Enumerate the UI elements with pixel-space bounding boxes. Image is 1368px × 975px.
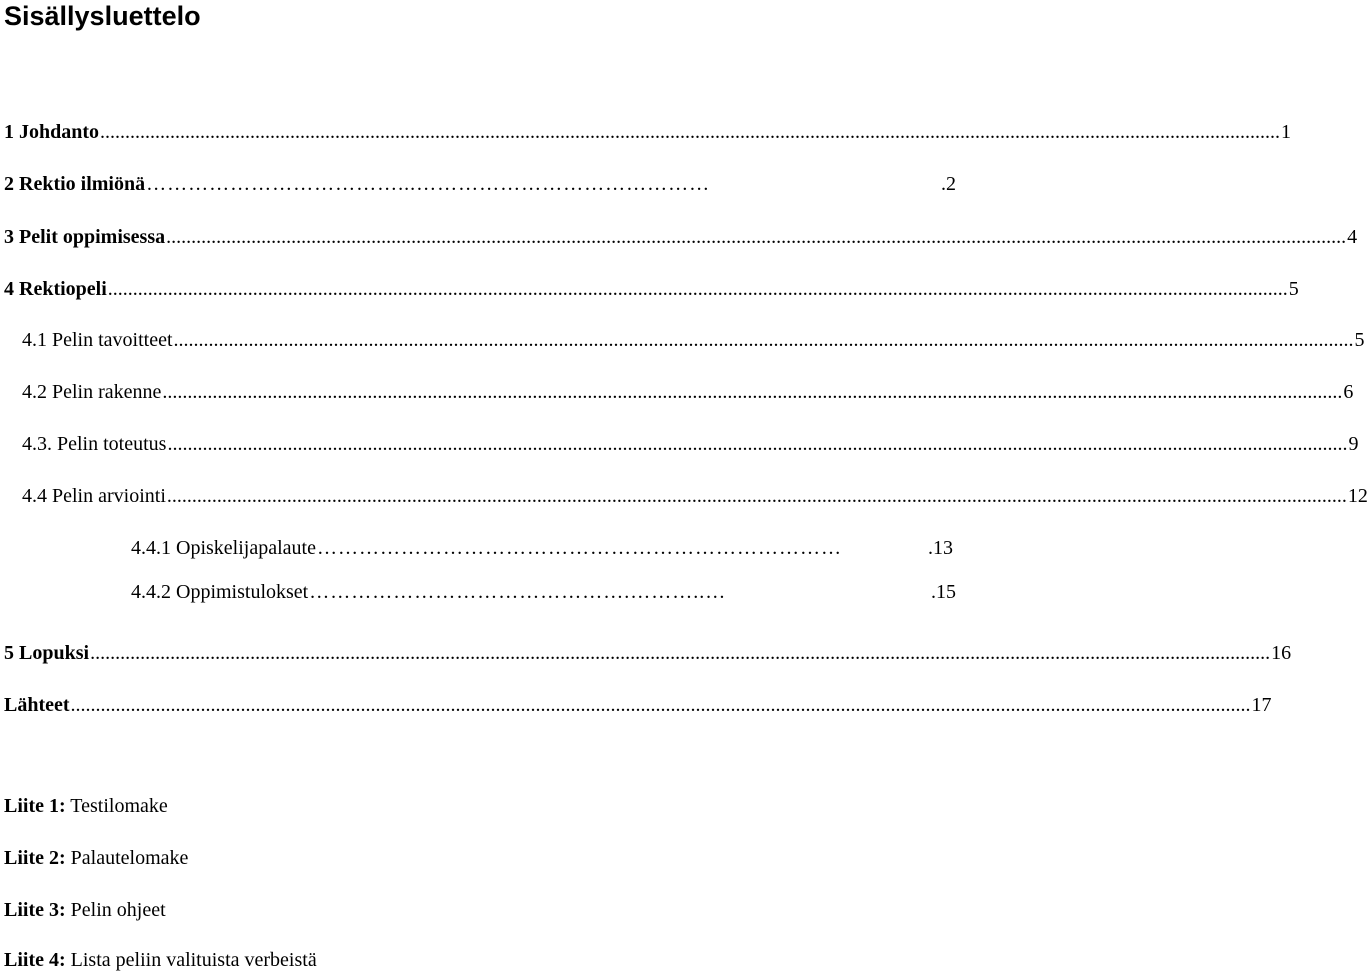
appendix-3: [4, 898, 166, 922]
toc-entry-label: 4.4 Pelin arviointi: [22, 485, 166, 507]
toc-leader: ……………………………………….………..…: [309, 581, 727, 603]
toc-entry-johdanto: [4, 120, 1292, 144]
toc-entry-label: 4 Rektiopeli: [4, 278, 107, 300]
toc-leader: ............................................................................................................................................................................................................................................: [107, 278, 1288, 300]
toc-entry-pelin-tavoitteet: [22, 328, 1365, 352]
toc-leader: ………………………………...……………………………………: [146, 173, 711, 195]
toc-entry-label: 5 Lopuksi: [4, 642, 90, 664]
appendix-4: [4, 948, 317, 972]
toc-entry-pelin-rakenne: [22, 380, 1354, 404]
toc-page-number: .2: [941, 173, 956, 195]
appendix-title: Lista peliin valituista verbeistä: [65, 949, 317, 971]
toc-entry-label: 4.4.2 Oppimistulokset: [131, 581, 309, 603]
appendix-title: Pelin ohjeet: [65, 899, 166, 921]
toc-entry-lopuksi: [4, 641, 1292, 665]
appendix-label: Liite 1:: [4, 795, 66, 817]
toc-page-number: 12: [1347, 485, 1368, 507]
toc-page-number: 9: [1348, 433, 1359, 455]
toc-entry-pelin-toteutus: [22, 432, 1359, 456]
toc-leader: ............................................................................................................................................................................................................................................: [162, 381, 1343, 403]
toc-entry-lahteet: [4, 693, 1272, 717]
toc-entry-label: 4.2 Pelin rakenne: [22, 381, 162, 403]
toc-page-number: 17: [1251, 694, 1272, 716]
toc-entry-label: 4.1 Pelin tavoitteet: [22, 329, 173, 351]
toc-entry-pelit-oppimisessa: [4, 225, 1358, 249]
toc-entry-label: Lähteet: [4, 694, 70, 716]
toc-entry-label: 4.4.1 Opiskelijapalaute: [131, 537, 316, 559]
toc-leader: ............................................................................................................................................................................................................................................: [166, 226, 1347, 248]
appendix-2: [4, 846, 188, 870]
appendix-title: Palautelomake: [65, 847, 189, 869]
toc-leader: ............................................................................................................................................................................................................................................: [166, 485, 1347, 507]
toc-leader: ............................................................................................................................................................................................................................................: [173, 329, 1354, 351]
appendix-label: Liite 3:: [4, 899, 66, 921]
toc-page-number: 6: [1343, 381, 1354, 403]
toc-entry-label: 2 Rektio ilmiönä: [4, 173, 146, 195]
toc-entry-rektio-ilmiona: [4, 172, 956, 196]
toc-page-number: .13: [928, 537, 953, 559]
toc-page-number: 4: [1347, 226, 1358, 248]
toc-entry-rektiopeli: [4, 277, 1299, 301]
toc-entry-pelin-arviointi: [22, 484, 1368, 508]
toc-entry-label: 3 Pelit oppimisessa: [4, 226, 166, 248]
toc-entry-label: 1 Johdanto: [4, 121, 100, 143]
appendix-label: Liite 4:: [4, 949, 66, 971]
toc-entry-label: 4.3. Pelin toteutus: [22, 433, 167, 455]
appendix-title: Testilomake: [65, 795, 168, 817]
toc-page-number: 1: [1281, 121, 1292, 143]
toc-leader: ............................................................................................................................................................................................................................................: [167, 433, 1348, 455]
toc-title: Sisällysluettelo: [4, 1, 201, 31]
toc-leader: ............................................................................................................................................................................................................................................: [90, 642, 1271, 664]
toc-leader: ............................................................................................................................................................................................................................................: [100, 121, 1281, 143]
toc-entry-oppimistulokset: [131, 580, 956, 604]
appendix-1: [4, 794, 168, 818]
toc-leader: ............................................................................................................................................................................................................................................: [70, 694, 1251, 716]
toc-page-number: 5: [1354, 329, 1365, 351]
toc-page-number: 5: [1288, 278, 1299, 300]
appendix-label: Liite 2:: [4, 847, 66, 869]
toc-leader: …………………………………………………………………: [316, 537, 842, 559]
toc-page-number: .15: [931, 581, 956, 603]
toc-entry-opiskelijapalaute: [131, 536, 953, 560]
toc-page-number: 16: [1271, 642, 1292, 664]
